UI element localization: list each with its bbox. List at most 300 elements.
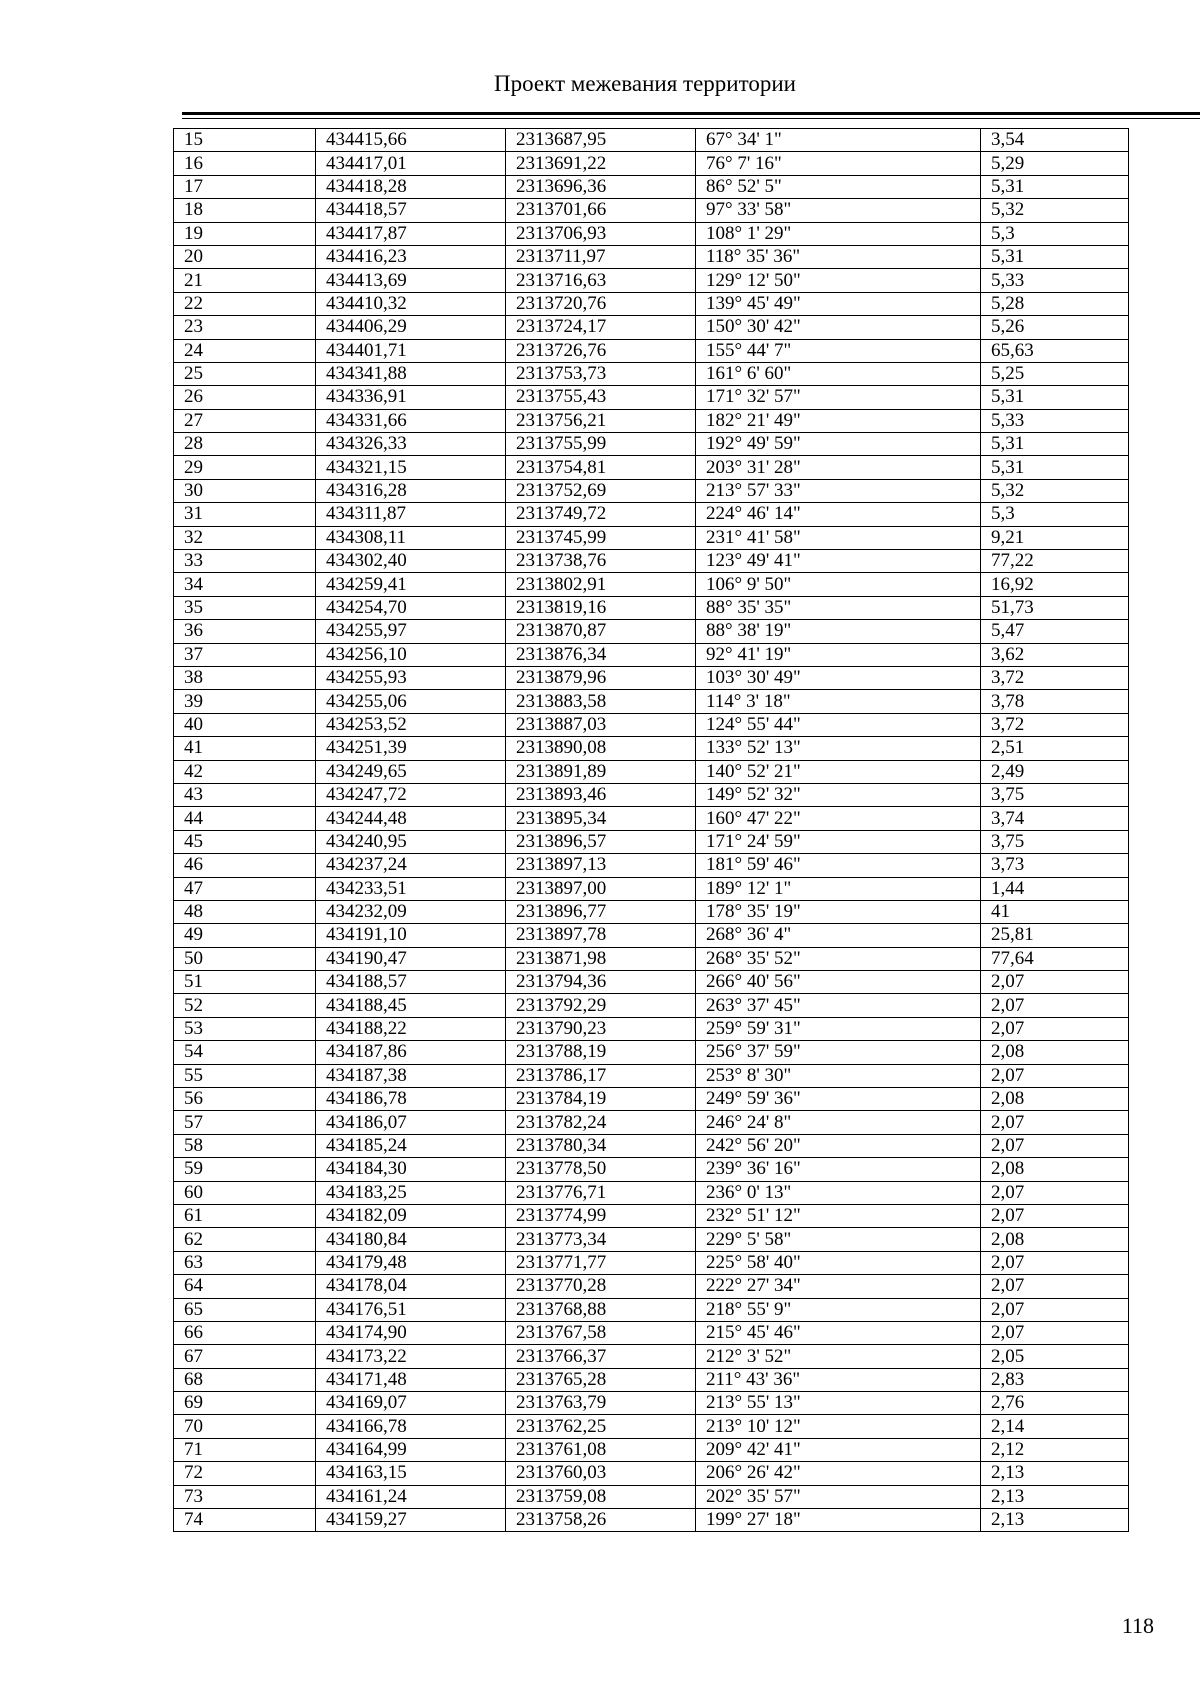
- direction-angle-cell: 155° 44' 7": [696, 339, 981, 362]
- distance-cell: 2,05: [981, 1345, 1129, 1368]
- y-coordinate-cell: 2313794,36: [506, 971, 696, 994]
- table-row: [174, 409, 1129, 432]
- direction-angle-cell: 189° 12' 1": [696, 877, 981, 900]
- direction-angle-cell: 239° 36' 16": [696, 1158, 981, 1181]
- table-row: [174, 175, 1129, 198]
- table-row: [174, 222, 1129, 245]
- distance-cell: 77,64: [981, 947, 1129, 970]
- y-coordinate-cell: 2313749,72: [506, 503, 696, 526]
- x-coordinate-cell: 434401,71: [316, 339, 506, 362]
- direction-angle-cell: 150° 30' 42": [696, 316, 981, 339]
- direction-angle-cell: 171° 32' 57": [696, 386, 981, 409]
- y-coordinate-cell: 2313759,08: [506, 1485, 696, 1508]
- x-coordinate-cell: 434188,45: [316, 994, 506, 1017]
- table-row: [174, 269, 1129, 292]
- point-number-cell: 49: [174, 924, 316, 947]
- distance-cell: 2,07: [981, 1111, 1129, 1134]
- distance-cell: 2,07: [981, 971, 1129, 994]
- y-coordinate-cell: 2313760,03: [506, 1462, 696, 1485]
- distance-cell: 9,21: [981, 526, 1129, 549]
- direction-angle-cell: 133° 52' 13": [696, 737, 981, 760]
- y-coordinate-cell: 2313897,00: [506, 877, 696, 900]
- point-number-cell: 44: [174, 807, 316, 830]
- distance-cell: 2,13: [981, 1509, 1129, 1532]
- point-number-cell: 16: [174, 152, 316, 175]
- y-coordinate-cell: 2313871,98: [506, 947, 696, 970]
- x-coordinate-cell: 434186,07: [316, 1111, 506, 1134]
- point-number-cell: 57: [174, 1111, 316, 1134]
- x-coordinate-cell: 434186,78: [316, 1088, 506, 1111]
- table-row: [174, 1088, 1129, 1111]
- x-coordinate-cell: 434249,65: [316, 760, 506, 783]
- table-row: [174, 526, 1129, 549]
- x-coordinate-cell: 434406,29: [316, 316, 506, 339]
- distance-cell: 2,07: [981, 1204, 1129, 1227]
- direction-angle-cell: 86° 52' 5": [696, 175, 981, 198]
- direction-angle-cell: 76° 7' 16": [696, 152, 981, 175]
- table-row: [174, 433, 1129, 456]
- direction-angle-cell: 246° 24' 8": [696, 1111, 981, 1134]
- direction-angle-cell: 211° 43' 36": [696, 1368, 981, 1391]
- distance-cell: 5,31: [981, 245, 1129, 268]
- x-coordinate-cell: 434185,24: [316, 1134, 506, 1157]
- y-coordinate-cell: 2313755,43: [506, 386, 696, 409]
- table-row: [174, 807, 1129, 830]
- distance-cell: 5,3: [981, 503, 1129, 526]
- point-number-cell: 48: [174, 900, 316, 923]
- point-number-cell: 27: [174, 409, 316, 432]
- distance-cell: 2,08: [981, 1088, 1129, 1111]
- y-coordinate-cell: 2313758,26: [506, 1509, 696, 1532]
- x-coordinate-cell: 434326,33: [316, 433, 506, 456]
- page-number: 118: [1121, 1613, 1154, 1638]
- y-coordinate-cell: 2313876,34: [506, 643, 696, 666]
- direction-angle-cell: 213° 55' 13": [696, 1392, 981, 1415]
- direction-angle-cell: 103° 30' 49": [696, 666, 981, 689]
- x-coordinate-cell: 434341,88: [316, 362, 506, 385]
- table-row: [174, 1251, 1129, 1274]
- distance-cell: 5,31: [981, 175, 1129, 198]
- direction-angle-cell: 97° 33' 58": [696, 199, 981, 222]
- y-coordinate-cell: 2313896,57: [506, 830, 696, 853]
- y-coordinate-cell: 2313765,28: [506, 1368, 696, 1391]
- table-row: [174, 737, 1129, 760]
- table-row: [174, 573, 1129, 596]
- x-coordinate-cell: 434418,28: [316, 175, 506, 198]
- point-number-cell: 39: [174, 690, 316, 713]
- table-row: [174, 199, 1129, 222]
- table-row: [174, 783, 1129, 806]
- y-coordinate-cell: 2313687,95: [506, 129, 696, 152]
- direction-angle-cell: 242° 56' 20": [696, 1134, 981, 1157]
- table-row: [174, 713, 1129, 736]
- direction-angle-cell: 161° 6' 60": [696, 362, 981, 385]
- point-number-cell: 60: [174, 1181, 316, 1204]
- table-row: [174, 877, 1129, 900]
- table-row: [174, 1017, 1129, 1040]
- x-coordinate-cell: 434187,38: [316, 1064, 506, 1087]
- point-number-cell: 58: [174, 1134, 316, 1157]
- y-coordinate-cell: 2313763,79: [506, 1392, 696, 1415]
- point-number-cell: 21: [174, 269, 316, 292]
- y-coordinate-cell: 2313761,08: [506, 1438, 696, 1461]
- point-number-cell: 56: [174, 1088, 316, 1111]
- point-number-cell: 30: [174, 479, 316, 502]
- direction-angle-cell: 92° 41' 19": [696, 643, 981, 666]
- point-number-cell: 36: [174, 620, 316, 643]
- distance-cell: 5,47: [981, 620, 1129, 643]
- distance-cell: 41: [981, 900, 1129, 923]
- table-row: [174, 666, 1129, 689]
- x-coordinate-cell: 434321,15: [316, 456, 506, 479]
- y-coordinate-cell: 2313784,19: [506, 1088, 696, 1111]
- x-coordinate-cell: 434311,87: [316, 503, 506, 526]
- point-number-cell: 29: [174, 456, 316, 479]
- x-coordinate-cell: 434171,48: [316, 1368, 506, 1391]
- distance-cell: 2,07: [981, 1251, 1129, 1274]
- distance-cell: 2,51: [981, 737, 1129, 760]
- direction-angle-cell: 231° 41' 58": [696, 526, 981, 549]
- x-coordinate-cell: 434159,27: [316, 1509, 506, 1532]
- distance-cell: 2,07: [981, 1298, 1129, 1321]
- point-number-cell: 19: [174, 222, 316, 245]
- direction-angle-cell: 108° 1' 29": [696, 222, 981, 245]
- distance-cell: 25,81: [981, 924, 1129, 947]
- x-coordinate-cell: 434417,87: [316, 222, 506, 245]
- table-row: [174, 1275, 1129, 1298]
- distance-cell: 5,25: [981, 362, 1129, 385]
- page-title: Проект межевания территории: [494, 71, 796, 96]
- x-coordinate-cell: 434164,99: [316, 1438, 506, 1461]
- direction-angle-cell: 114° 3' 18": [696, 690, 981, 713]
- point-number-cell: 51: [174, 971, 316, 994]
- table-row: [174, 1134, 1129, 1157]
- y-coordinate-cell: 2313767,58: [506, 1321, 696, 1344]
- direction-angle-cell: 129° 12' 50": [696, 269, 981, 292]
- direction-angle-cell: 88° 38' 19": [696, 620, 981, 643]
- direction-angle-cell: 171° 24' 59": [696, 830, 981, 853]
- table-row: [174, 1462, 1129, 1485]
- y-coordinate-cell: 2313895,34: [506, 807, 696, 830]
- y-coordinate-cell: 2313711,97: [506, 245, 696, 268]
- x-coordinate-cell: 434413,69: [316, 269, 506, 292]
- table-row: [174, 550, 1129, 573]
- point-number-cell: 31: [174, 503, 316, 526]
- point-number-cell: 38: [174, 666, 316, 689]
- x-coordinate-cell: 434247,72: [316, 783, 506, 806]
- x-coordinate-cell: 434410,32: [316, 292, 506, 315]
- x-coordinate-cell: 434169,07: [316, 1392, 506, 1415]
- distance-cell: 3,75: [981, 830, 1129, 853]
- direction-angle-cell: 88° 35' 35": [696, 596, 981, 619]
- x-coordinate-cell: 434259,41: [316, 573, 506, 596]
- y-coordinate-cell: 2313776,71: [506, 1181, 696, 1204]
- direction-angle-cell: 206° 26' 42": [696, 1462, 981, 1485]
- y-coordinate-cell: 2313782,24: [506, 1111, 696, 1134]
- direction-angle-cell: 222° 27' 34": [696, 1275, 981, 1298]
- distance-cell: 5,31: [981, 433, 1129, 456]
- y-coordinate-cell: 2313897,78: [506, 924, 696, 947]
- x-coordinate-cell: 434240,95: [316, 830, 506, 853]
- point-number-cell: 45: [174, 830, 316, 853]
- y-coordinate-cell: 2313891,89: [506, 760, 696, 783]
- point-number-cell: 46: [174, 854, 316, 877]
- table-row: [174, 245, 1129, 268]
- distance-cell: 77,22: [981, 550, 1129, 573]
- distance-cell: 2,49: [981, 760, 1129, 783]
- direction-angle-cell: 139° 45' 49": [696, 292, 981, 315]
- distance-cell: 2,07: [981, 1275, 1129, 1298]
- distance-cell: 3,72: [981, 666, 1129, 689]
- y-coordinate-cell: 2313762,25: [506, 1415, 696, 1438]
- y-coordinate-cell: 2313768,88: [506, 1298, 696, 1321]
- direction-angle-cell: 213° 10' 12": [696, 1415, 981, 1438]
- table-row: [174, 1204, 1129, 1227]
- point-number-cell: 15: [174, 129, 316, 152]
- x-coordinate-cell: 434180,84: [316, 1228, 506, 1251]
- direction-angle-cell: 209° 42' 41": [696, 1438, 981, 1461]
- x-coordinate-cell: 434187,86: [316, 1041, 506, 1064]
- point-number-cell: 32: [174, 526, 316, 549]
- distance-cell: 3,72: [981, 713, 1129, 736]
- distance-cell: 1,44: [981, 877, 1129, 900]
- point-number-cell: 20: [174, 245, 316, 268]
- y-coordinate-cell: 2313890,08: [506, 737, 696, 760]
- point-number-cell: 69: [174, 1392, 316, 1415]
- y-coordinate-cell: 2313771,77: [506, 1251, 696, 1274]
- x-coordinate-cell: 434237,24: [316, 854, 506, 877]
- x-coordinate-cell: 434251,39: [316, 737, 506, 760]
- distance-cell: 3,54: [981, 129, 1129, 152]
- direction-angle-cell: 140° 52' 21": [696, 760, 981, 783]
- distance-cell: 5,29: [981, 152, 1129, 175]
- x-coordinate-cell: 434178,04: [316, 1275, 506, 1298]
- x-coordinate-cell: 434163,15: [316, 1462, 506, 1485]
- x-coordinate-cell: 434173,22: [316, 1345, 506, 1368]
- coordinates-table: [173, 128, 1129, 1532]
- point-number-cell: 73: [174, 1485, 316, 1508]
- point-number-cell: 26: [174, 386, 316, 409]
- direction-angle-cell: 249° 59' 36": [696, 1088, 981, 1111]
- table-row: [174, 456, 1129, 479]
- point-number-cell: 52: [174, 994, 316, 1017]
- coordinates-table-body: [174, 129, 1129, 1532]
- table-row: [174, 479, 1129, 502]
- x-coordinate-cell: 434174,90: [316, 1321, 506, 1344]
- direction-angle-cell: 218° 55' 9": [696, 1298, 981, 1321]
- table-row: [174, 1368, 1129, 1391]
- point-number-cell: 64: [174, 1275, 316, 1298]
- direction-angle-cell: 181° 59' 46": [696, 854, 981, 877]
- y-coordinate-cell: 2313756,21: [506, 409, 696, 432]
- table-row: [174, 643, 1129, 666]
- table-row: [174, 1345, 1129, 1368]
- point-number-cell: 18: [174, 199, 316, 222]
- table-row: [174, 971, 1129, 994]
- distance-cell: 2,08: [981, 1228, 1129, 1251]
- table-row: [174, 596, 1129, 619]
- table-row: [174, 1438, 1129, 1461]
- direction-angle-cell: 232° 51' 12": [696, 1204, 981, 1227]
- x-coordinate-cell: 434255,97: [316, 620, 506, 643]
- direction-angle-cell: 224° 46' 14": [696, 503, 981, 526]
- point-number-cell: 67: [174, 1345, 316, 1368]
- y-coordinate-cell: 2313720,76: [506, 292, 696, 315]
- point-number-cell: 24: [174, 339, 316, 362]
- distance-cell: 2,08: [981, 1041, 1129, 1064]
- y-coordinate-cell: 2313691,22: [506, 152, 696, 175]
- table-row: [174, 1392, 1129, 1415]
- direction-angle-cell: 268° 35' 52": [696, 947, 981, 970]
- point-number-cell: 63: [174, 1251, 316, 1274]
- x-coordinate-cell: 434176,51: [316, 1298, 506, 1321]
- point-number-cell: 40: [174, 713, 316, 736]
- y-coordinate-cell: 2313696,36: [506, 175, 696, 198]
- header-rule-thick: [182, 112, 1200, 115]
- distance-cell: 2,12: [981, 1438, 1129, 1461]
- x-coordinate-cell: 434233,51: [316, 877, 506, 900]
- table-row: [174, 760, 1129, 783]
- table-row: [174, 339, 1129, 362]
- distance-cell: 2,14: [981, 1415, 1129, 1438]
- y-coordinate-cell: 2313766,37: [506, 1345, 696, 1368]
- point-number-cell: 66: [174, 1321, 316, 1344]
- table-row: [174, 924, 1129, 947]
- x-coordinate-cell: 434232,09: [316, 900, 506, 923]
- distance-cell: 5,3: [981, 222, 1129, 245]
- y-coordinate-cell: 2313893,46: [506, 783, 696, 806]
- distance-cell: 2,76: [981, 1392, 1129, 1415]
- direction-angle-cell: 178° 35' 19": [696, 900, 981, 923]
- distance-cell: 3,73: [981, 854, 1129, 877]
- y-coordinate-cell: 2313879,96: [506, 666, 696, 689]
- table-row: [174, 900, 1129, 923]
- x-coordinate-cell: 434184,30: [316, 1158, 506, 1181]
- distance-cell: 2,07: [981, 1134, 1129, 1157]
- x-coordinate-cell: 434336,91: [316, 386, 506, 409]
- point-number-cell: 42: [174, 760, 316, 783]
- y-coordinate-cell: 2313701,66: [506, 199, 696, 222]
- table-row: [174, 1485, 1129, 1508]
- point-number-cell: 74: [174, 1509, 316, 1532]
- y-coordinate-cell: 2313897,13: [506, 854, 696, 877]
- x-coordinate-cell: 434166,78: [316, 1415, 506, 1438]
- y-coordinate-cell: 2313786,17: [506, 1064, 696, 1087]
- direction-angle-cell: 225° 58' 40": [696, 1251, 981, 1274]
- table-row: [174, 854, 1129, 877]
- y-coordinate-cell: 2313724,17: [506, 316, 696, 339]
- y-coordinate-cell: 2313716,63: [506, 269, 696, 292]
- direction-angle-cell: 213° 57' 33": [696, 479, 981, 502]
- point-number-cell: 41: [174, 737, 316, 760]
- table-row: [174, 1298, 1129, 1321]
- distance-cell: 3,62: [981, 643, 1129, 666]
- direction-angle-cell: 212° 3' 52": [696, 1345, 981, 1368]
- x-coordinate-cell: 434253,52: [316, 713, 506, 736]
- x-coordinate-cell: 434188,57: [316, 971, 506, 994]
- y-coordinate-cell: 2313896,77: [506, 900, 696, 923]
- point-number-cell: 55: [174, 1064, 316, 1087]
- x-coordinate-cell: 434418,57: [316, 199, 506, 222]
- direction-angle-cell: 236° 0' 13": [696, 1181, 981, 1204]
- y-coordinate-cell: 2313788,19: [506, 1041, 696, 1064]
- point-number-cell: 22: [174, 292, 316, 315]
- point-number-cell: 35: [174, 596, 316, 619]
- distance-cell: 65,63: [981, 339, 1129, 362]
- point-number-cell: 71: [174, 1438, 316, 1461]
- point-number-cell: 43: [174, 783, 316, 806]
- point-number-cell: 62: [174, 1228, 316, 1251]
- distance-cell: 5,31: [981, 386, 1129, 409]
- x-coordinate-cell: 434415,66: [316, 129, 506, 152]
- direction-angle-cell: 266° 40' 56": [696, 971, 981, 994]
- x-coordinate-cell: 434308,11: [316, 526, 506, 549]
- distance-cell: 5,26: [981, 316, 1129, 339]
- direction-angle-cell: 67° 34' 1": [696, 129, 981, 152]
- distance-cell: 3,78: [981, 690, 1129, 713]
- x-coordinate-cell: 434161,24: [316, 1485, 506, 1508]
- table-row: [174, 947, 1129, 970]
- point-number-cell: 61: [174, 1204, 316, 1227]
- y-coordinate-cell: 2313802,91: [506, 573, 696, 596]
- direction-angle-cell: 160° 47' 22": [696, 807, 981, 830]
- table-row: [174, 316, 1129, 339]
- y-coordinate-cell: 2313887,03: [506, 713, 696, 736]
- distance-cell: 2,07: [981, 1064, 1129, 1087]
- distance-cell: 5,32: [981, 199, 1129, 222]
- x-coordinate-cell: 434190,47: [316, 947, 506, 970]
- x-coordinate-cell: 434179,48: [316, 1251, 506, 1274]
- point-number-cell: 72: [174, 1462, 316, 1485]
- y-coordinate-cell: 2313770,28: [506, 1275, 696, 1298]
- point-number-cell: 23: [174, 316, 316, 339]
- point-number-cell: 25: [174, 362, 316, 385]
- table-row: [174, 830, 1129, 853]
- x-coordinate-cell: 434182,09: [316, 1204, 506, 1227]
- table-row: [174, 620, 1129, 643]
- y-coordinate-cell: 2313726,76: [506, 339, 696, 362]
- y-coordinate-cell: 2313870,87: [506, 620, 696, 643]
- table-row: [174, 994, 1129, 1017]
- x-coordinate-cell: 434188,22: [316, 1017, 506, 1040]
- x-coordinate-cell: 434256,10: [316, 643, 506, 666]
- y-coordinate-cell: 2313883,58: [506, 690, 696, 713]
- table-row: [174, 1415, 1129, 1438]
- direction-angle-cell: 192° 49' 59": [696, 433, 981, 456]
- table-row: [174, 129, 1129, 152]
- point-number-cell: 54: [174, 1041, 316, 1064]
- point-number-cell: 68: [174, 1368, 316, 1391]
- direction-angle-cell: 124° 55' 44": [696, 713, 981, 736]
- distance-cell: 2,83: [981, 1368, 1129, 1391]
- x-coordinate-cell: 434244,48: [316, 807, 506, 830]
- y-coordinate-cell: 2313745,99: [506, 526, 696, 549]
- distance-cell: 2,13: [981, 1485, 1129, 1508]
- y-coordinate-cell: 2313755,99: [506, 433, 696, 456]
- distance-cell: 2,07: [981, 994, 1129, 1017]
- table-row: [174, 1111, 1129, 1134]
- direction-angle-cell: 263° 37' 45": [696, 994, 981, 1017]
- header-rule-thin: [182, 118, 1200, 119]
- distance-cell: 5,32: [981, 479, 1129, 502]
- x-coordinate-cell: 434331,66: [316, 409, 506, 432]
- y-coordinate-cell: 2313706,93: [506, 222, 696, 245]
- direction-angle-cell: 256° 37' 59": [696, 1041, 981, 1064]
- y-coordinate-cell: 2313778,50: [506, 1158, 696, 1181]
- direction-angle-cell: 123° 49' 41": [696, 550, 981, 573]
- table-row: [174, 690, 1129, 713]
- distance-cell: 2,07: [981, 1181, 1129, 1204]
